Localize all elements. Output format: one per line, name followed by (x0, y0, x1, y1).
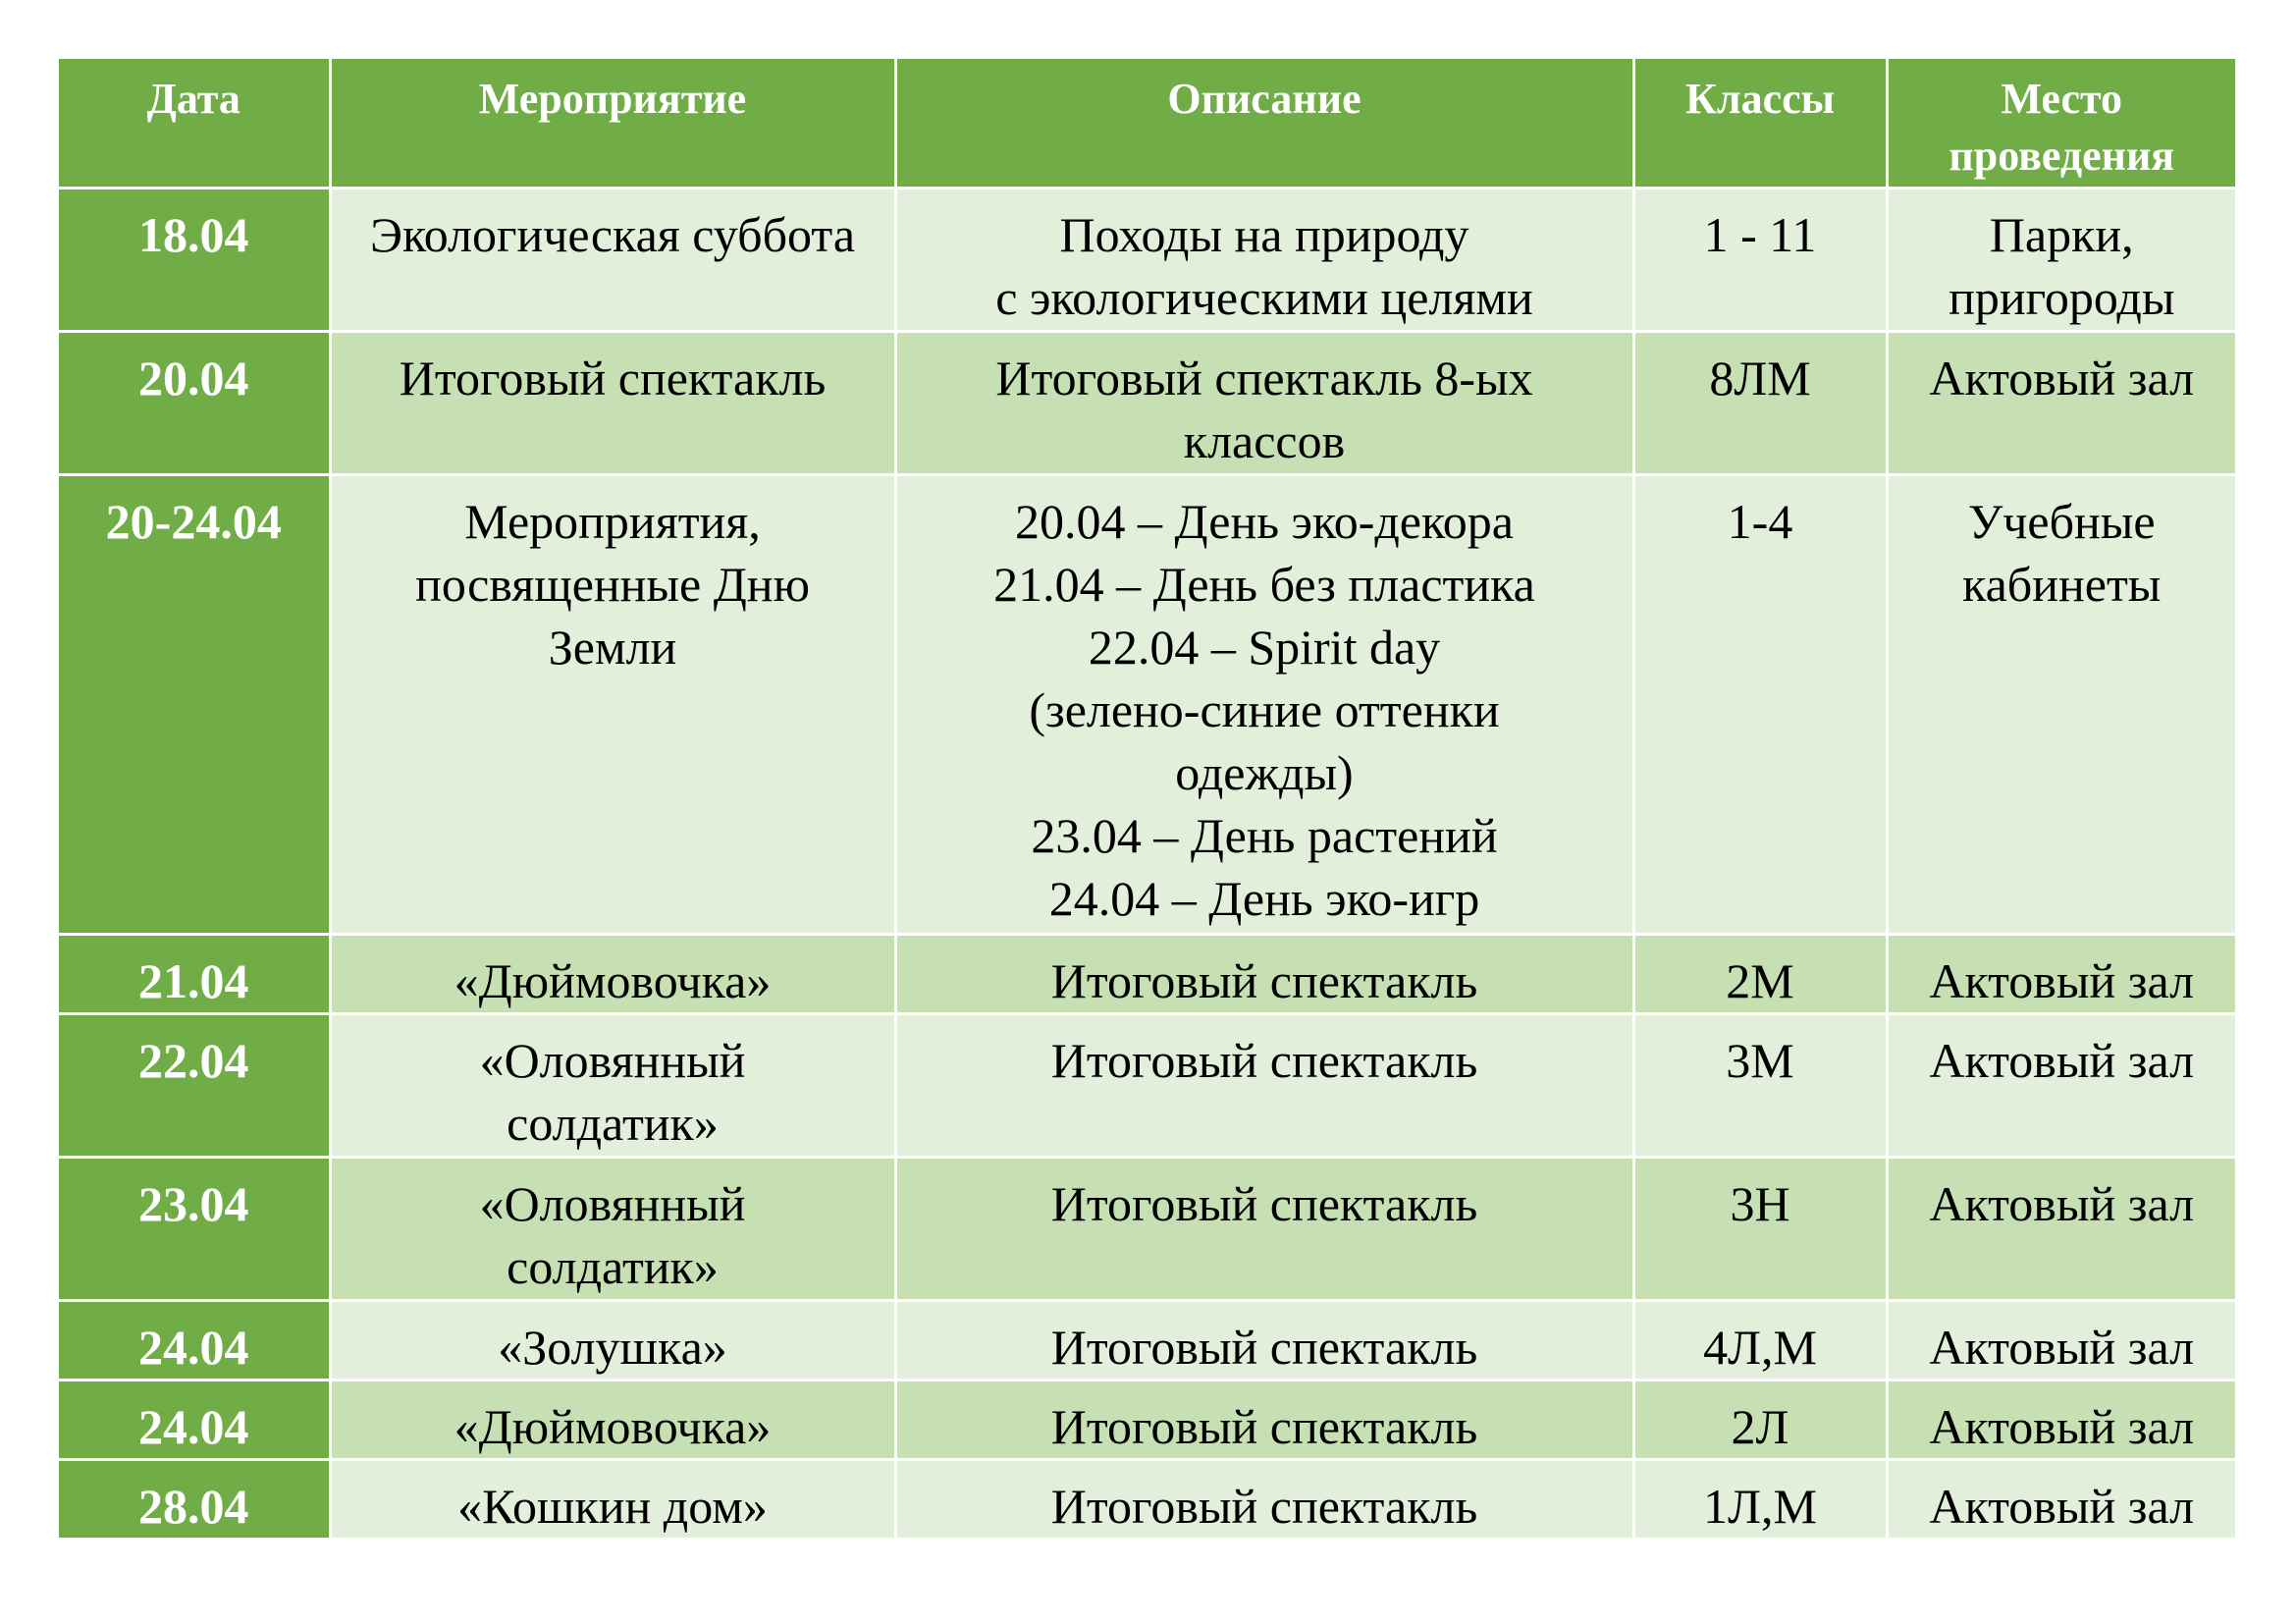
table-row (59, 331, 2235, 474)
cell-classes: 1 - 11 (1633, 188, 1887, 331)
cell-description-line: Итоговый спектакль 8-ых (995, 350, 1533, 406)
cell-description-line: 22.04 – Spirit day (1088, 619, 1441, 675)
cell-description (895, 331, 1633, 474)
cell-event (330, 934, 895, 1013)
cell-event-line: «Оловянный (479, 1175, 746, 1231)
cell-description (895, 188, 1633, 331)
cell-event-line: «Золушка» (498, 1319, 727, 1375)
table-row (59, 1459, 2235, 1539)
table-row (59, 1013, 2235, 1157)
header-place-line: Место (2001, 75, 2123, 123)
cell-event-line: Мероприятия, (464, 493, 761, 549)
cell-description-line: 23.04 – День растений (1031, 807, 1498, 863)
cell-classes: 4Л,М (1633, 1300, 1887, 1380)
cell-event-line: Итоговый спектакль (399, 350, 827, 406)
cell-date: 23.04 (59, 1157, 330, 1300)
cell-event-line: «Дюймовочка» (454, 1398, 772, 1454)
schedule-page (59, 59, 2235, 1541)
cell-event-line: солдатик» (507, 1095, 719, 1151)
cell-description-line: 20.04 – День эко-декора (1015, 493, 1514, 549)
cell-classes: 2Л (1633, 1380, 1887, 1459)
cell-event (330, 1459, 895, 1539)
cell-event (330, 188, 895, 331)
cell-event (330, 1157, 895, 1300)
cell-date: 20-24.04 (59, 474, 330, 934)
cell-place (1887, 1300, 2235, 1380)
table-body (59, 188, 2235, 1539)
cell-description-line: Итоговый спектакль (1050, 952, 1478, 1008)
cell-description-line: Походы на природу (1059, 206, 1469, 262)
cell-place-line: Актовый зал (1929, 350, 2195, 406)
cell-event-line: солдатик» (507, 1238, 719, 1294)
header-classes: Классы (1633, 59, 1887, 188)
cell-date: 20.04 (59, 331, 330, 474)
cell-date: 28.04 (59, 1459, 330, 1539)
cell-description (895, 474, 1633, 934)
table-row (59, 934, 2235, 1013)
cell-place-line: Актовый зал (1929, 1175, 2195, 1231)
cell-date: 24.04 (59, 1300, 330, 1380)
cell-place-line: Актовый зал (1929, 1398, 2195, 1454)
cell-place (1887, 188, 2235, 331)
events-table (59, 59, 2235, 1541)
cell-description-line: Итоговый спектакль (1050, 1478, 1478, 1534)
header-event: Мероприятие (330, 59, 895, 188)
cell-place-line: кабинеты (1962, 556, 2162, 612)
table-row (59, 474, 2235, 934)
cell-description (895, 1380, 1633, 1459)
cell-classes: 2М (1633, 934, 1887, 1013)
cell-place-line: пригороды (1949, 269, 2175, 325)
cell-place (1887, 1459, 2235, 1539)
cell-classes: 8ЛМ (1633, 331, 1887, 474)
cell-place (1887, 1380, 2235, 1459)
cell-event-line: «Оловянный (479, 1032, 746, 1088)
table-row (59, 1157, 2235, 1300)
cell-description (895, 1157, 1633, 1300)
cell-date: 18.04 (59, 188, 330, 331)
cell-place-line: Актовый зал (1929, 1478, 2195, 1534)
cell-description-line: Итоговый спектакль (1050, 1032, 1478, 1088)
header-date: Дата (59, 59, 330, 188)
cell-event (330, 1380, 895, 1459)
cell-description-line: (зелено-синие оттенки (1029, 681, 1500, 737)
header-place-line: проведения (1949, 132, 2175, 180)
table-row (59, 1300, 2235, 1380)
cell-event-line: «Дюймовочка» (454, 952, 772, 1008)
cell-description-line: 21.04 – День без пластика (993, 556, 1535, 612)
cell-place-line: Учебные (1967, 493, 2156, 549)
cell-classes: 1-4 (1633, 474, 1887, 934)
cell-event-line: посвященные Дню (415, 556, 810, 612)
cell-event-line: «Кошкин дом» (457, 1478, 768, 1534)
cell-place-line: Актовый зал (1929, 1319, 2195, 1375)
cell-place-line: Актовый зал (1929, 1032, 2195, 1088)
cell-place (1887, 934, 2235, 1013)
table-header-row (59, 59, 2235, 188)
cell-description-line: Итоговый спектакль (1050, 1319, 1478, 1375)
cell-event (330, 1300, 895, 1380)
cell-place-line: Актовый зал (1929, 952, 2195, 1008)
cell-date: 22.04 (59, 1013, 330, 1157)
cell-classes: 3Н (1633, 1157, 1887, 1300)
cell-description-line: Итоговый спектакль (1050, 1175, 1478, 1231)
cell-description (895, 1300, 1633, 1380)
cell-description-line: Итоговый спектакль (1050, 1398, 1478, 1454)
table-row (59, 1380, 2235, 1459)
cell-event (330, 331, 895, 474)
cell-classes: 1Л,М (1633, 1459, 1887, 1539)
cell-event-line: Земли (548, 619, 677, 675)
cell-description-line: классов (1183, 412, 1346, 468)
cell-description-line: одежды) (1175, 744, 1354, 800)
header-place (1887, 59, 2235, 188)
cell-place-line: Парки, (1989, 206, 2134, 262)
cell-event-line: Экологическая суббота (369, 206, 856, 262)
cell-description (895, 1013, 1633, 1157)
header-description: Описание (895, 59, 1633, 188)
cell-description (895, 934, 1633, 1013)
cell-classes: 3М (1633, 1013, 1887, 1157)
cell-event (330, 474, 895, 934)
cell-description-line: 24.04 – День эко-игр (1048, 870, 1480, 926)
table-row (59, 188, 2235, 331)
cell-place (1887, 331, 2235, 474)
cell-date: 24.04 (59, 1380, 330, 1459)
cell-description (895, 1459, 1633, 1539)
cell-date: 21.04 (59, 934, 330, 1013)
cell-place (1887, 1013, 2235, 1157)
cell-event (330, 1013, 895, 1157)
cell-place (1887, 474, 2235, 934)
cell-description-line: с экологическими целями (995, 269, 1533, 325)
cell-place (1887, 1157, 2235, 1300)
